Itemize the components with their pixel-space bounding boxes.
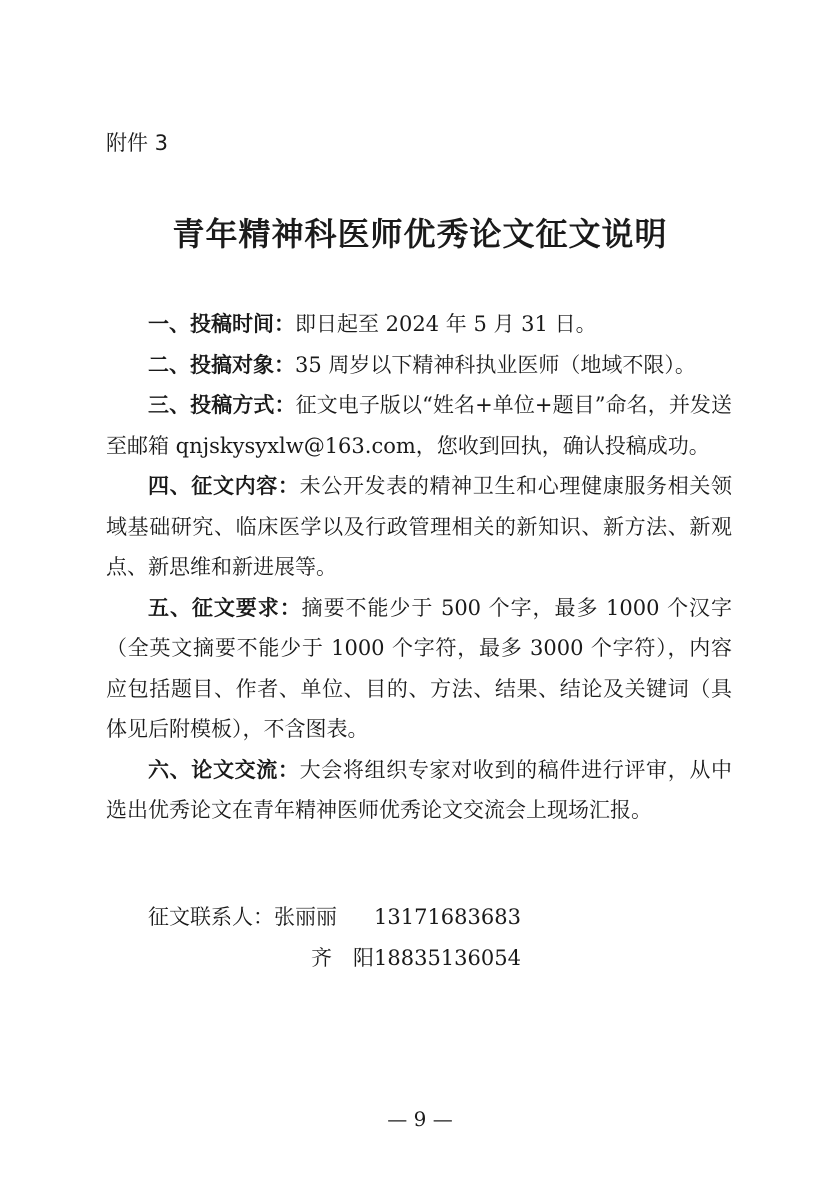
- contact-row-2: [148, 945, 521, 971]
- contact-name: 张丽丽: [274, 905, 337, 929]
- contact-phone: 13171683683: [374, 905, 521, 929]
- section-heading: 一、投稿时间：: [148, 312, 295, 336]
- document-body: [106, 304, 732, 831]
- section-heading: 五、征文要求：: [148, 595, 302, 620]
- document-title: 青年精神科医师优秀论文征文说明: [172, 215, 668, 253]
- section-text: 征文电子版以“姓名+单位+题目”命名，并发送至邮箱 qnjskysyxlw@163.com，您收到回执，确认投稿成功。: [106, 393, 733, 458]
- section-requirements: [106, 588, 732, 750]
- contact-label: 征文联系人：张丽丽: [148, 905, 337, 929]
- contact-row-1: [148, 904, 521, 930]
- attachment-label: 附件 3: [106, 131, 169, 155]
- contact-phone: 18835136054: [374, 946, 521, 970]
- section-text: 35 周岁以下精神科执业医师（地域不限）。: [295, 352, 696, 377]
- section-heading: 四、征文内容：: [148, 474, 300, 498]
- section-heading: 三、投稿方式：: [148, 393, 296, 417]
- section-text: 大会将组织专家对收到的稿件进行评审，从中选出优秀论文在青年精神医师优秀论文交流会上现场汇报。: [106, 757, 732, 822]
- section-submission-time: [106, 304, 732, 345]
- section-content: [106, 466, 732, 588]
- section-heading: 六、论文交流：: [148, 757, 300, 782]
- section-text: 摘要不能少于 500 个字，最多 1000 个汉字（全英文摘要不能少于 1000 个字符，最多 3000 个字符），内容应包括题目、作者、单位、目的、方法、结果、结论及关键词（具体见后附模板），不含图表。: [106, 595, 732, 741]
- contact-name: 齐 阳: [311, 946, 374, 970]
- section-text: 未公开发表的精神卫生和心理健康服务相关领域基础研究、临床医学以及行政管理相关的新知识、新方法、新观点、新思维和新进展等。: [106, 474, 732, 579]
- page-number: — 9 —: [387, 1107, 453, 1131]
- section-heading: 二、投搞对象：: [148, 352, 295, 377]
- section-submission-method: [106, 385, 732, 466]
- section-text: 即日起至 2024 年 5 月 31 日。: [295, 312, 597, 336]
- section-eligibility: [106, 345, 732, 386]
- section-exchange: [106, 750, 732, 831]
